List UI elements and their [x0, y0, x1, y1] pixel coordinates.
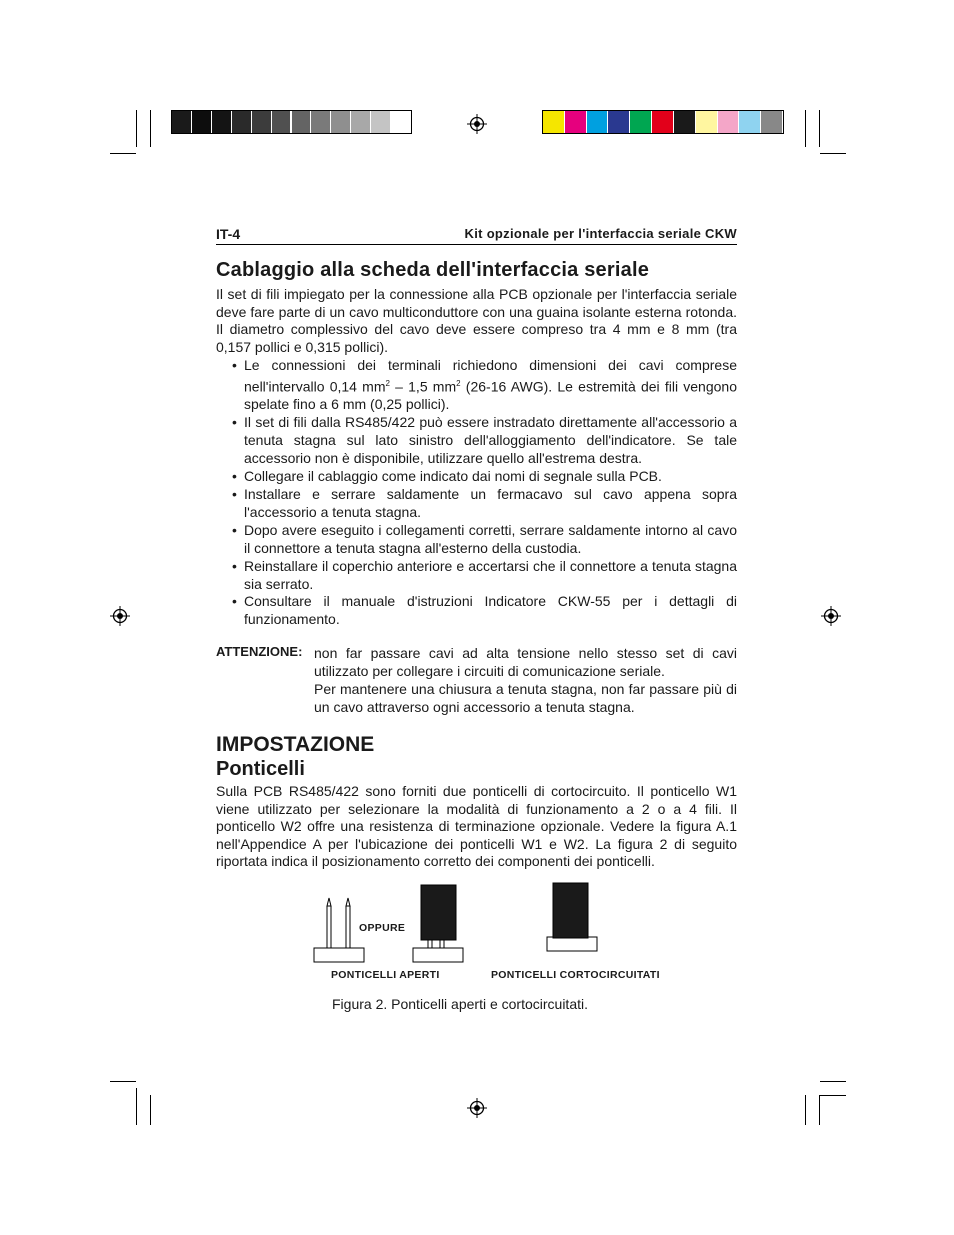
color-swatch [331, 111, 350, 133]
bullet-text: Collegare il cablaggio come indicato dai nomi di segnale sulla PCB. [244, 468, 662, 485]
bullet-text-part: (26-16 AWG). Le estremità dei fili vengono spelate fino a 6 mm (0,25 pollici). [244, 378, 737, 413]
jumper-figure [300, 876, 680, 971]
color-swatch [630, 111, 651, 133]
color-swatch [543, 111, 564, 133]
color-swatch [565, 111, 586, 133]
color-swatch [292, 111, 311, 133]
color-swatch [761, 111, 782, 133]
registration-mark-icon [467, 114, 487, 134]
shorted-jumpers-label: PONTICELLI CORTOCIRCUITATI [491, 969, 660, 981]
bullet-marker: • [232, 357, 237, 373]
bullet-marker: • [232, 593, 237, 610]
color-swatch [739, 111, 760, 133]
color-swatch [232, 111, 251, 133]
page-number: IT-4 [216, 226, 241, 242]
list-item [232, 468, 737, 486]
attention-text-1: non far passare cavi ad alta tensione nello stesso set di cavi utilizzato per collegare i circuiti di comunicazione seriale. [314, 645, 737, 679]
color-swatch [608, 111, 629, 133]
figure-caption: Figura 2. Ponticelli aperti e cortocircuitati. [332, 996, 588, 1012]
attention-text-2: Per mantenere una chiusura a tenuta stagna, non far passare più di un cavo attraverso ogni accessorio a tenuta stagna. [314, 681, 737, 715]
bullet-marker: • [232, 414, 237, 431]
parked-jumper [413, 885, 463, 962]
running-title: Kit opzionale per l'interfaccia seriale CKW [464, 226, 737, 241]
list-item [232, 414, 737, 468]
color-swatch [351, 111, 370, 133]
list-item [232, 558, 737, 594]
color-swatch [192, 111, 211, 133]
gray-swatch-bar [171, 110, 412, 134]
header-rule [216, 244, 737, 245]
list-item [232, 522, 737, 558]
bullet-marker: • [232, 521, 237, 538]
bullet-marker: • [232, 486, 237, 502]
list-item [232, 357, 737, 414]
section-title: Cablaggio alla scheda dell'interfaccia seriale [216, 259, 650, 281]
registration-mark-icon [467, 1098, 487, 1118]
color-swatch [272, 111, 291, 133]
bullet-marker: • [232, 468, 237, 485]
registration-mark-icon [110, 606, 130, 626]
list-item [232, 486, 737, 522]
open-jumpers-label: PONTICELLI APERTI [331, 969, 440, 981]
section-title: IMPOSTAZIONE [216, 733, 375, 756]
intro-paragraph: Il set di fili impiegato per la connessione alla PCB opzionale per l'interfaccia seriale deve fare parte di un cavo multiconduttore con una guaina isolante esterna rotonda. Il diametro complessivo del cavo deve essere compreso tra 4 mm e 8 mm (tra 0,157 pollici e 0,315 pollici). [216, 286, 737, 355]
color-swatch [311, 111, 330, 133]
bullet-text-part: – 1,5 mm [389, 378, 457, 395]
subsection-title: Ponticelli [216, 758, 305, 780]
bullet-text: Dopo avere eseguito i collegamenti corretti, serrare saldamente intorno al cavo il connettore a tenuta stagna all'esterno della custodia. [244, 521, 737, 556]
registration-mark-icon [821, 606, 841, 626]
color-swatch [391, 111, 410, 133]
attention-text [314, 644, 737, 716]
jumpers-paragraph: Sulla PCB RS485/422 sono forniti due ponticelli di cortocircuito. Il ponticello W1 viene utilizzato per selezionare la modalità di funzionamento a 2 o a 4 fili. Il ponticello W2 offre una resistenza di terminazione opzionale. Vedere la figura A.1 nell'Appendice A per l'ubicazione dei ponticelli W1 e W2. La figura 2 di seguito riportata indica il posizionamento corretto dei componenti dei ponticelli. [216, 783, 737, 870]
color-swatch-bar [542, 110, 784, 134]
bullet-marker: • [232, 557, 237, 574]
attention-label: ATTENZIONE: [216, 644, 303, 659]
shorted-jumper [547, 883, 597, 951]
open-jumper-pins [314, 898, 364, 962]
color-swatch [718, 111, 739, 133]
oppure-label: OPPURE [359, 922, 406, 934]
color-swatch [371, 111, 390, 133]
superscript: 2 [385, 378, 390, 388]
color-swatch [212, 111, 231, 133]
color-swatch [652, 111, 673, 133]
color-swatch [696, 111, 717, 133]
bullet-text: Il set di fili dalla RS485/422 può essere instradato direttamente all'accessorio a tenuta stagna sul lato sinistro dell'alloggiamento dell'indicatore. Se tale accessorio non è disponibile, utilizzare quello all'estrema destra. [244, 414, 737, 467]
color-swatch [587, 111, 608, 133]
bullet-text-part: Le connessioni dei terminali richiedono dimensioni dei cavi comprese nell'intervallo 0,14 mm [244, 357, 737, 395]
bullet-text: Installare e serrare saldamente un fermacavo sul cavo appena sopra l'accessorio a tenuta stagna. [244, 486, 737, 520]
color-swatch [252, 111, 271, 133]
bullet-text: Consultare il manuale d'istruzioni Indicatore CKW-55 per i dettagli di funzionamento. [244, 593, 737, 628]
list-item [232, 593, 737, 629]
bullet-text: Reinstallare il coperchio anteriore e accertarsi che il connettore a tenuta stagna sia serrato. [244, 557, 737, 592]
bullet-list [232, 357, 737, 629]
color-swatch [674, 111, 695, 133]
color-swatch [172, 111, 191, 133]
superscript: 2 [456, 378, 461, 388]
